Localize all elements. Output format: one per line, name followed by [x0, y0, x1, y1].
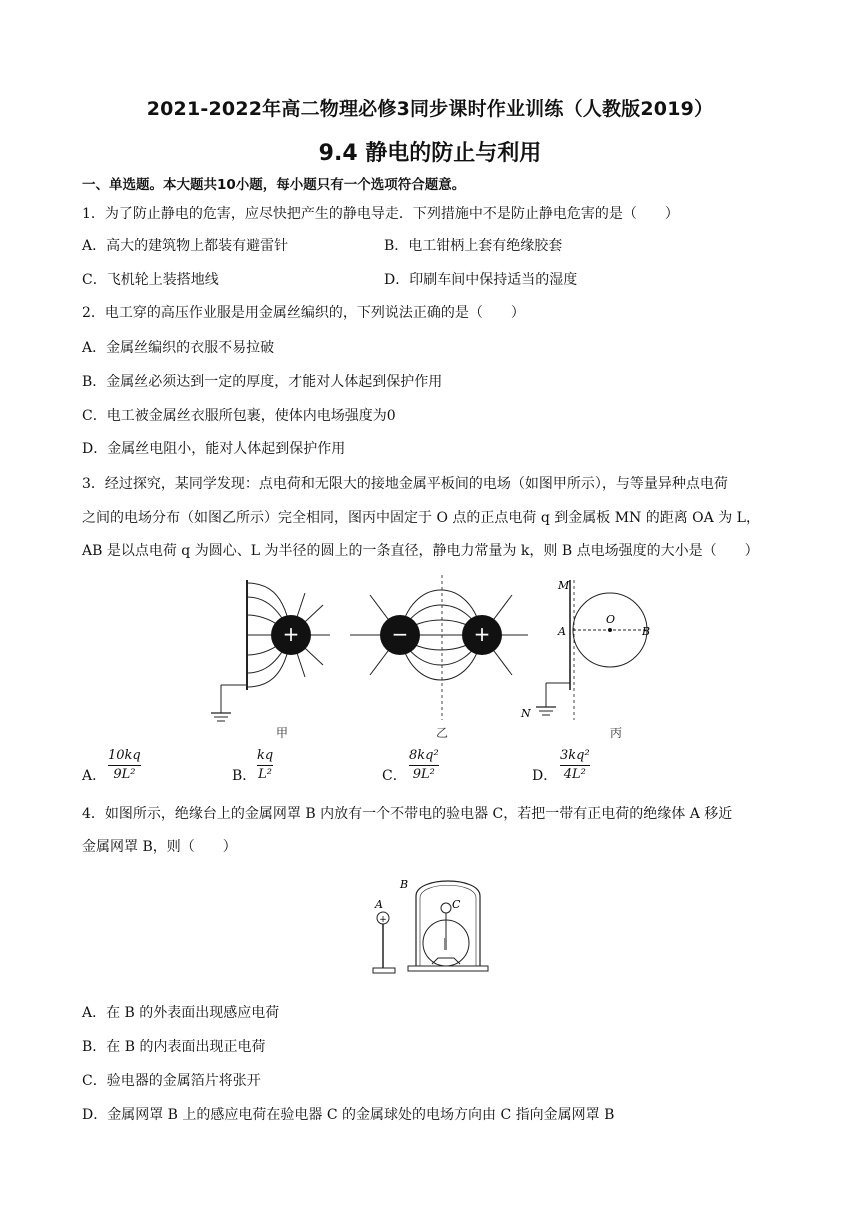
charge-plus-a: + — [379, 915, 387, 925]
q2-option-b: B．金属丝必须达到一定的厚度，才能对人体起到保护作用 — [82, 374, 443, 390]
q3-option-c-fraction — [409, 748, 439, 783]
charge-minus: − — [391, 622, 409, 646]
q3-option-b-fraction — [257, 748, 273, 783]
figure-label-yi: 乙 — [436, 726, 449, 740]
label-B: B — [400, 878, 409, 891]
denominator: L² — [258, 767, 273, 782]
q4-stem-line2: 金属网罩 B，则（ ） — [82, 839, 237, 855]
q4-option-d: D．金属网罩 B 上的感应电荷在验电器 C 的金属球处的电场方向由 C 指向金属网罩 B — [82, 1107, 615, 1123]
denominator: 9L² — [412, 767, 435, 782]
q3-stem-line2: 之间的电场分布（如图乙所示）完全相同，图丙中固定于 O 点的正点电荷 q 到金属板 MN 的距离 OA 为 L， — [82, 510, 760, 526]
q4-stem-line1: 4．如图所示，绝缘台上的金属网罩 B 内放有一个不带电的验电器 C，若把一带有正电荷的绝缘体 A 移近 — [82, 806, 733, 822]
label-C: C — [452, 898, 461, 911]
q2-stem: 2．电工穿的高压作业服是用金属丝编织的，下列说法正确的是（ ） — [82, 305, 525, 321]
figure-jia — [205, 575, 345, 725]
charge-plus-2: + — [473, 622, 491, 646]
figure-label-jia: 甲 — [276, 726, 289, 740]
q4-option-a: A．在 B 的外表面出现感应电荷 — [82, 1005, 280, 1021]
q1-option-b: B．电工钳柄上套有绝缘胶套 — [384, 238, 563, 254]
q1-option-c: C．飞机轮上装搭地线 — [82, 272, 219, 288]
charge-plus: + — [282, 622, 300, 646]
label-B: B — [642, 625, 651, 638]
q3-option-b-label: B． — [232, 768, 257, 784]
numerator: 3kq² — [560, 748, 590, 763]
q3-option-d-label: D． — [532, 768, 558, 784]
q4-option-b: B．在 B 的内表面出现正电荷 — [82, 1039, 266, 1055]
q3-option-d-fraction — [560, 748, 590, 783]
denominator: 9L² — [113, 767, 136, 782]
label-A: A — [375, 898, 383, 911]
label-N: N — [521, 707, 531, 720]
q1-option-a: A．高大的建筑物上都装有避雷针 — [82, 238, 289, 254]
q4-option-c: C．验电器的金属箔片将张开 — [82, 1073, 261, 1089]
figure-yi — [350, 575, 530, 725]
q1-option-d: D．印刷车间中保持适当的湿度 — [384, 272, 578, 288]
q1-stem: 1．为了防止静电的危害，应尽快把产生的静电导走．下列措施中不是防止静电危害的是（ ） — [82, 206, 679, 222]
numerator: 10kq — [108, 748, 141, 763]
q2-option-d: D．金属丝电阻小，能对人体起到保护作用 — [82, 441, 346, 457]
numerator: 8kq² — [409, 748, 439, 763]
figure-q4 — [368, 868, 500, 980]
denominator: 4L² — [563, 767, 586, 782]
numerator: kq — [257, 748, 274, 763]
figure-bing — [518, 575, 668, 725]
figure-label-bing: 丙 — [610, 726, 623, 740]
label-A: A — [558, 625, 566, 638]
q3-option-a-fraction — [108, 748, 141, 783]
label-M: M — [558, 579, 570, 592]
document-subtitle: 9.4 静电的防止与利用 — [318, 141, 542, 166]
q3-stem-line3: AB 是以点电荷 q 为圆心、L 为半径的圆上的一条直径，静电力常量为 k，则 B 点电场强度的大小是（ ） — [82, 543, 759, 559]
q3-option-c-label: C． — [382, 768, 407, 784]
q2-option-c: C．电工被金属丝衣服所包裹，使体内电场强度为0 — [82, 408, 396, 424]
section-heading: 一、单选题。本大题共10小题，每小题只有一个选项符合题意。 — [82, 177, 466, 193]
q2-option-a: A．金属丝编织的衣服不易拉破 — [82, 340, 275, 356]
label-O: O — [606, 613, 616, 626]
q3-option-a-label: A． — [82, 768, 107, 784]
document-title: 2021-2022年高二物理必修3同步课时作业训练（人教版2019） — [146, 98, 714, 120]
q3-stem-line1: 3．经过探究，某同学发现：点电荷和无限大的接地金属平板间的电场（如图甲所示），与等量异种点电荷 — [82, 476, 728, 492]
